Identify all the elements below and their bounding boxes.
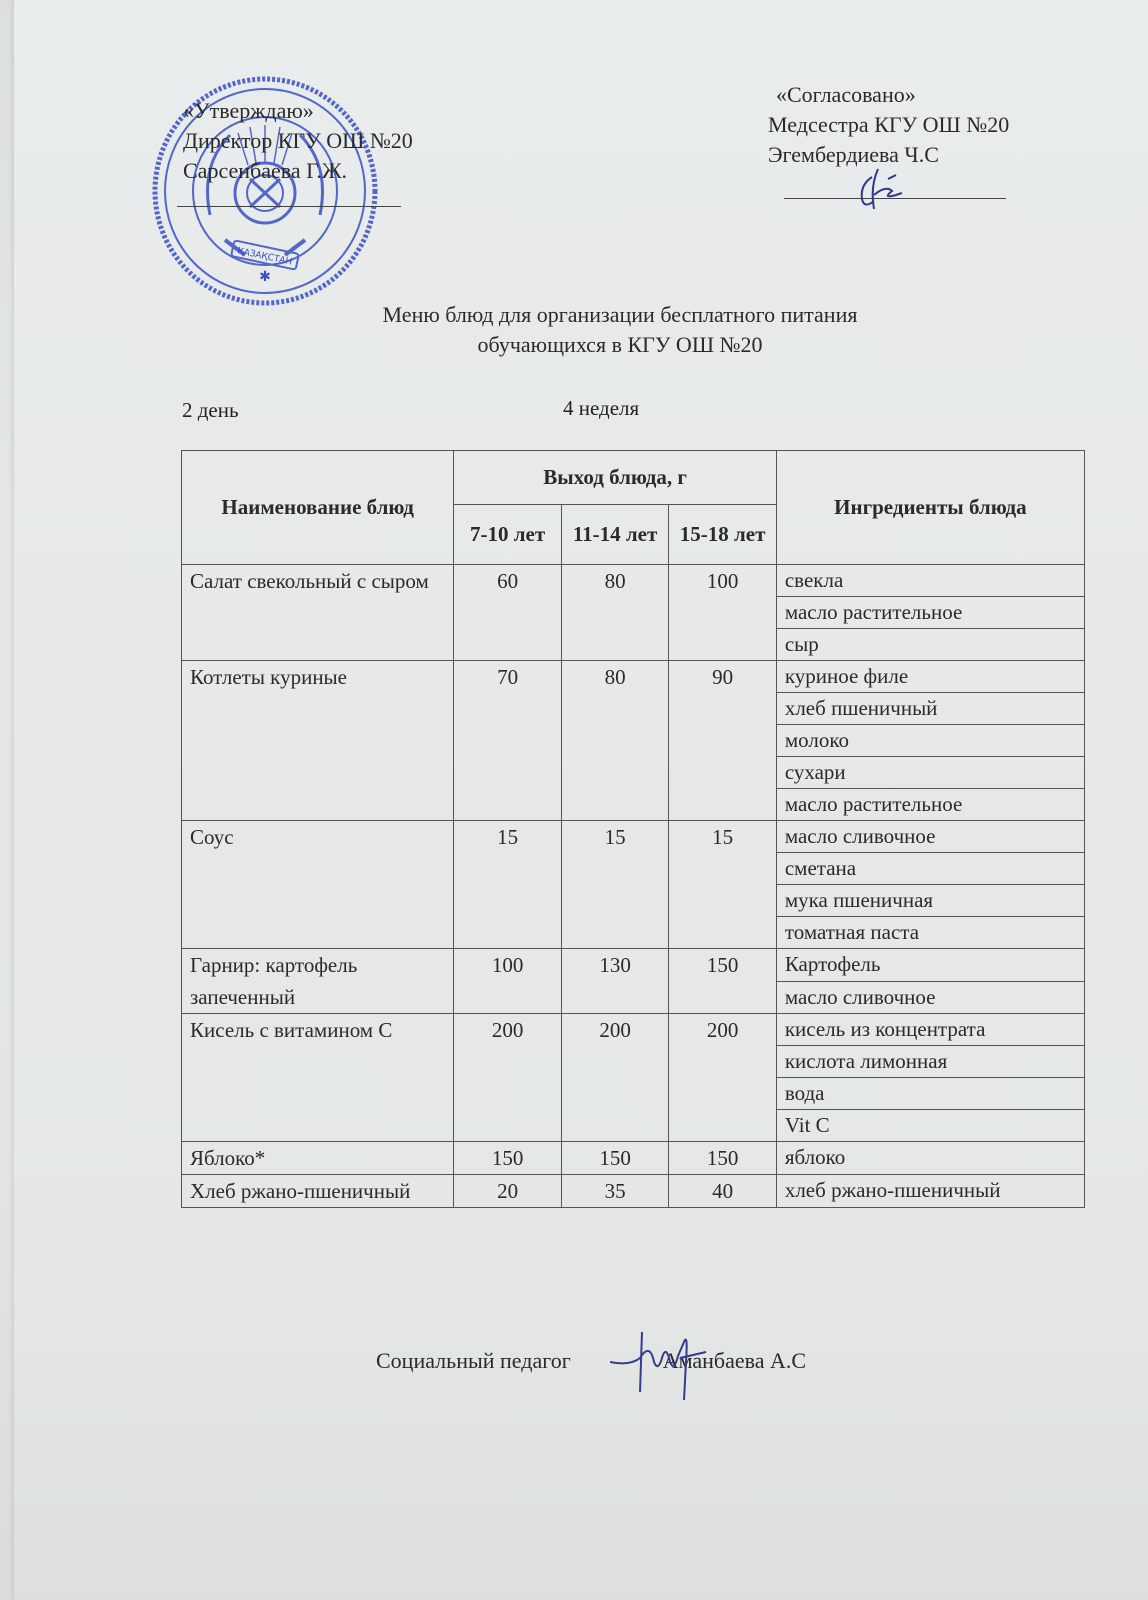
approval-name: Сарсенбаева Г.Ж.	[183, 158, 348, 183]
ingredient-cell: кислота лимонная	[776, 1046, 1084, 1078]
ingredient-cell: сыр	[776, 629, 1084, 661]
yield-cell: 15	[669, 821, 777, 949]
table-row	[182, 1014, 1085, 1046]
dish-name-cell: Соус	[182, 821, 454, 949]
footer-person: Аманбаева А.С	[662, 1348, 807, 1373]
social-pedagogue-signature-icon	[610, 1322, 720, 1402]
svg-text:✱: ✱	[259, 269, 271, 285]
yield-cell: 70	[454, 661, 562, 821]
table-row	[182, 949, 1085, 982]
header-age-11-14: 11-14 лет	[561, 504, 669, 564]
dish-name-cell: Кисель с витамином С	[182, 1014, 454, 1142]
table-row	[182, 1175, 1085, 1208]
ingredient-cell: хлеб ржано-пшеничный	[776, 1175, 1084, 1208]
week-label: 4 неделя	[563, 396, 640, 420]
yield-cell: 130	[561, 949, 669, 1014]
yield-cell: 100	[669, 565, 777, 661]
table-row	[182, 1142, 1085, 1175]
day-label: 2 день	[182, 398, 239, 422]
header-dish-name: Наименование блюд	[182, 451, 454, 565]
dish-name-cell: Яблоко*	[182, 1142, 454, 1175]
yield-cell: 100	[454, 949, 562, 1014]
yield-cell: 15	[561, 821, 669, 949]
stamp-country-text: ҚАЗАҚСТАН	[236, 246, 293, 268]
dish-name-cell: Гарнир: картофель запеченный	[182, 949, 454, 1014]
agreement-heading: «Согласовано»	[776, 82, 916, 107]
approval-heading: «Утверждаю»	[183, 98, 314, 123]
footer-signature	[376, 1348, 806, 1374]
ingredient-cell: молоко	[776, 725, 1084, 757]
nurse-signature-icon	[852, 165, 912, 215]
yield-cell: 150	[561, 1142, 669, 1175]
ingredient-cell: вода	[776, 1078, 1084, 1110]
ingredient-cell: яблоко	[776, 1142, 1084, 1175]
ingredient-cell: масло сливочное	[776, 821, 1084, 853]
footer-role: Социальный педагог	[376, 1348, 571, 1373]
yield-cell: 90	[669, 661, 777, 821]
header-age-15-18: 15-18 лет	[669, 504, 777, 564]
agreement-name: Эгембердиева Ч.С	[768, 142, 939, 167]
ingredient-cell: мука пшеничная	[776, 885, 1084, 917]
ingredient-cell: кисель из концентрата	[776, 1014, 1084, 1046]
header-age-7-10: 7-10 лет	[454, 504, 562, 564]
yield-cell: 200	[669, 1014, 777, 1142]
ingredient-cell: томатная паста	[776, 917, 1084, 949]
document-title	[200, 300, 1040, 360]
approval-signature-line	[177, 206, 401, 207]
header-yield: Выход блюда, г	[454, 451, 777, 505]
approval-position: Директор КГУ ОШ №20	[183, 128, 413, 153]
header-ingredients: Ингредиенты блюда	[776, 451, 1084, 565]
yield-cell: 80	[561, 565, 669, 661]
title-line-1: Меню блюд для организации бесплатного питания	[382, 302, 858, 327]
approval-block	[183, 96, 413, 186]
yield-cell: 80	[561, 661, 669, 821]
dish-name-cell: Хлеб ржано-пшеничный	[182, 1175, 454, 1208]
dish-name-cell: Котлеты куриные	[182, 661, 454, 821]
table-row	[182, 661, 1085, 693]
yield-cell: 15	[454, 821, 562, 949]
agreement-block	[768, 80, 1010, 170]
ingredient-cell: Vit C	[776, 1110, 1084, 1142]
ingredient-cell: сухари	[776, 757, 1084, 789]
ingredient-cell: куриное филе	[776, 661, 1084, 693]
dish-name-cell: Салат свекольный с сыром	[182, 565, 454, 661]
yield-cell: 200	[561, 1014, 669, 1142]
ingredient-cell: сметана	[776, 853, 1084, 885]
ingredient-cell: масло сливочное	[776, 981, 1084, 1014]
table-header-row	[182, 451, 1085, 505]
title-line-2: обучающихся в КГУ ОШ №20	[477, 332, 763, 357]
table-row	[182, 565, 1085, 597]
agreement-position: Медсестра КГУ ОШ №20	[768, 112, 1010, 137]
ingredient-cell: масло растительное	[776, 789, 1084, 821]
yield-cell: 150	[669, 949, 777, 1014]
ingredient-cell: Картофель	[776, 949, 1084, 982]
ingredient-cell: свекла	[776, 565, 1084, 597]
yield-cell: 150	[669, 1142, 777, 1175]
yield-cell: 150	[454, 1142, 562, 1175]
ingredient-cell: хлеб пшеничный	[776, 693, 1084, 725]
table-row	[182, 821, 1085, 853]
yield-cell: 35	[561, 1175, 669, 1208]
yield-cell: 60	[454, 565, 562, 661]
ingredient-cell: масло растительное	[776, 597, 1084, 629]
yield-cell: 40	[669, 1175, 777, 1208]
yield-cell: 200	[454, 1014, 562, 1142]
yield-cell: 20	[454, 1175, 562, 1208]
menu-table	[181, 450, 1085, 1208]
